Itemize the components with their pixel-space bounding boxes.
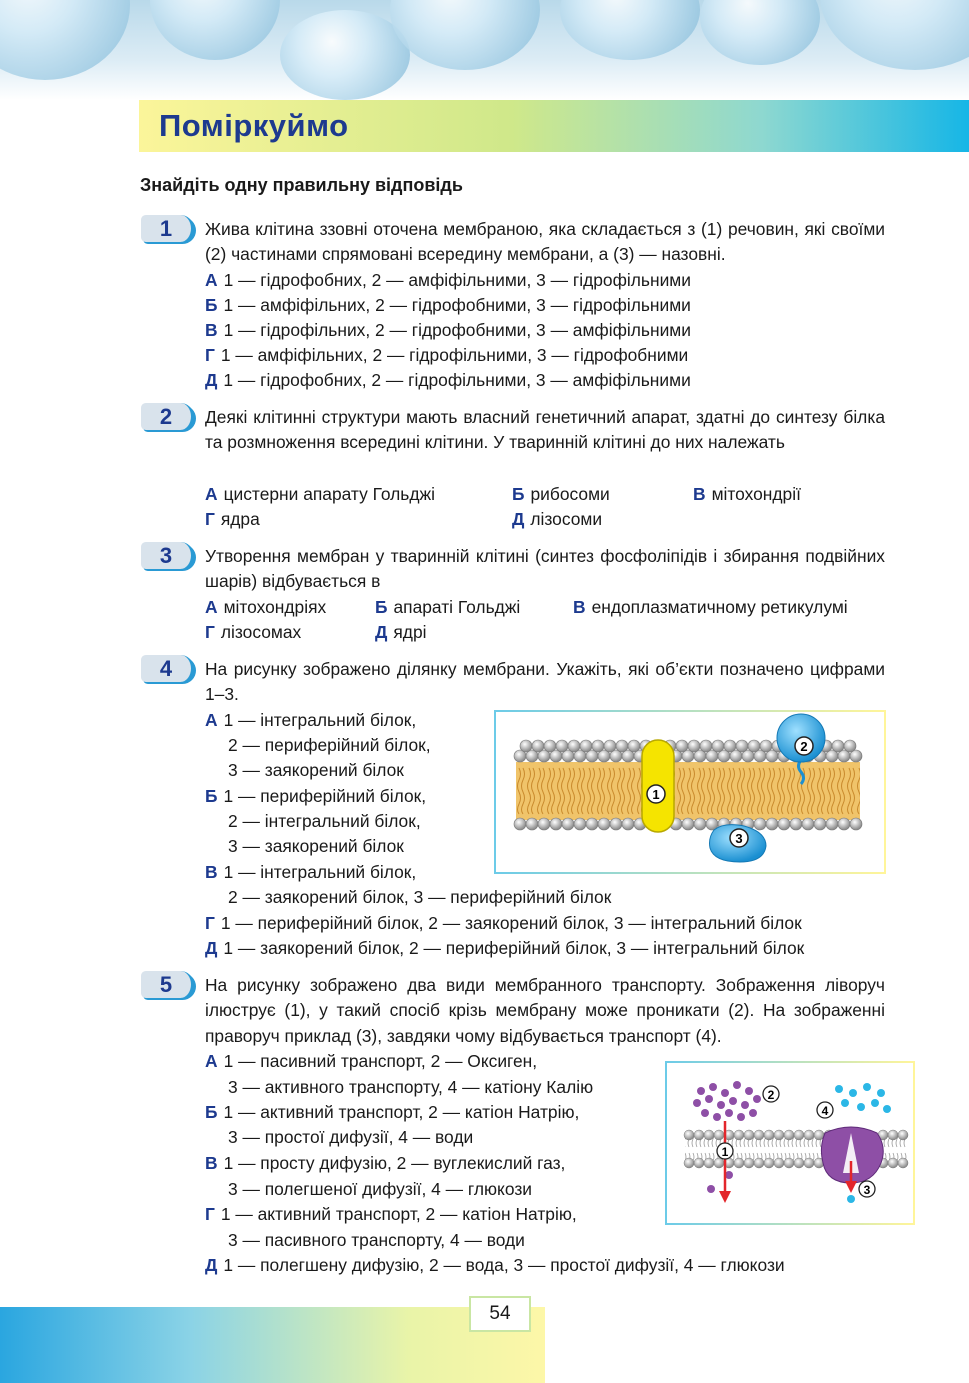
question-text: На рисунку зображено ділянку мембрани. Укажіть, які об’єкти позначено цифрами 1–3. <box>205 659 885 705</box>
figure-label-2: 2 <box>800 739 808 754</box>
figure-label-4: 4 <box>821 1104 829 1118</box>
figure-label-1: 1 <box>652 787 660 802</box>
question-text: Утворення мембран у тваринній клітині (синтез фосфоліпідів і збирання подвійних шарів) відбувається в <box>205 546 885 592</box>
answer-option-continuation: 3 — простої дифузії, 4 — води <box>228 1127 474 1147</box>
answer-option[interactable]: Б 1 — амфіфільних, 2 — гідрофобними, 3 — гідрофільними <box>205 295 691 315</box>
answer-option-continuation: 3 — заякорений білок <box>228 836 404 856</box>
transport-diagram <box>667 1063 913 1223</box>
answer-option[interactable]: Д лізосоми <box>512 509 603 529</box>
question-text: Деякі клітинні структури мають власний генетичний апарат, здатні до синтезу білка та розмноження всередині клітини. У тваринній клітині до них належать <box>205 407 885 453</box>
answer-option[interactable]: Д ядрі <box>375 622 427 642</box>
answer-option-continuation: 2 — периферійний білок, <box>228 735 431 755</box>
answer-option[interactable]: Г 1 — активний транспорт, 2 — катіон Натрію, <box>205 1204 577 1224</box>
answer-option[interactable]: Г ядра <box>205 509 260 529</box>
answer-option-continuation: 3 — заякорений білок <box>228 760 404 780</box>
answer-option[interactable]: В 1 — інтегральний білок, <box>205 862 417 882</box>
footer-band <box>0 1307 545 1383</box>
question-number-badge: 3 <box>141 542 194 569</box>
question-number-badge: 1 <box>141 215 194 242</box>
answer-option[interactable]: Б апараті Гольджі <box>375 597 521 617</box>
answer-option[interactable]: Г 1 — амфіфільних, 2 — гідрофільними, 3 — гідрофобними <box>205 345 689 365</box>
answer-option[interactable]: Г 1 — периферійний білок, 2 — заякорений білок, 3 — інтегральний білок <box>205 913 802 933</box>
answer-option[interactable]: Д 1 — полегшену дифузію, 2 — вода, 3 — простої дифузії, 4 — глюкози <box>205 1255 785 1275</box>
answer-option[interactable]: В 1 — просту дифузію, 2 — вуглекислий газ, <box>205 1153 566 1173</box>
question-text: На рисунку зображено два види мембранного транспорту. Зображення ліворуч ілюструє (1), у такий спосіб крізь мембрану може проникати (2). На зображенні праворуч приклад (3), завдяки чому відбувається транспорт (4). <box>205 975 885 1046</box>
answer-option[interactable]: А цистерни апарату Гольджі <box>205 484 436 504</box>
membrane-figure <box>494 710 886 874</box>
figure-label-3: 3 <box>863 1183 871 1197</box>
page-title: Поміркуймо <box>159 108 349 143</box>
answer-option-continuation: 3 — активного транспорту, 4 — катіону Калію <box>228 1077 594 1097</box>
answer-option[interactable]: В мітохондрії <box>693 484 801 504</box>
answer-option-continuation: 3 — полегшеної дифузії, 4 — глюкози <box>228 1179 533 1199</box>
answer-option[interactable]: А 1 — інтегральний білок, <box>205 710 417 730</box>
question-number-badge: 4 <box>141 655 194 682</box>
transport-figure <box>665 1061 915 1225</box>
answer-option-continuation: 2 — інтегральний білок, <box>228 811 421 831</box>
answer-option[interactable]: Д 1 — гідрофобних, 2 — гідрофільними, 3 — амфіфільними <box>205 370 691 390</box>
figure-label-2: 2 <box>767 1088 775 1102</box>
answer-option[interactable]: А 1 — пасивний транспорт, 2 — Оксиген, <box>205 1051 538 1071</box>
membrane-diagram <box>496 712 884 872</box>
figure-label-3: 3 <box>735 831 743 846</box>
section-title-bar <box>139 100 969 152</box>
answer-option[interactable]: Б 1 — активний транспорт, 2 — катіон Натрію, <box>205 1102 580 1122</box>
header-banner-image <box>0 0 969 100</box>
instruction-heading: Знайдіть одну правильну відповідь <box>140 175 463 195</box>
answer-option[interactable]: В ендоплазматичному ретикулумі <box>573 597 848 617</box>
answer-option[interactable]: В 1 — гідрофільних, 2 — гідрофобними, 3 — амфіфільними <box>205 320 691 340</box>
answer-option[interactable]: Г лізосомах <box>205 622 302 642</box>
question-text: Жива клітина ззовні оточена мембраною, яка складається з (1) речовин, які своїми (2) частинами спрямовані всередину мембрани, а (3) — назовні. <box>205 219 885 265</box>
page-number: 54 <box>469 1296 531 1332</box>
figure-label-1: 1 <box>721 1145 729 1159</box>
answer-option-continuation: 2 — заякорений білок, 3 — периферійний білок <box>228 887 612 907</box>
answer-option[interactable]: Б 1 — периферійний білок, <box>205 786 427 806</box>
answer-option[interactable]: Б рибосоми <box>512 484 610 504</box>
answer-option[interactable]: А мітохондріях <box>205 597 327 617</box>
answer-option[interactable]: Д 1 — заякорений білок, 2 — периферійний білок, 3 — інтегральний білок <box>205 938 805 958</box>
answer-option-continuation: 3 — пасивного транспорту, 4 — води <box>228 1230 525 1250</box>
question-number-badge: 2 <box>141 403 194 430</box>
question-number-badge: 5 <box>141 971 194 998</box>
answer-option[interactable]: А 1 — гідрофобних, 2 — амфіфільними, 3 — гідрофільними <box>205 270 691 290</box>
